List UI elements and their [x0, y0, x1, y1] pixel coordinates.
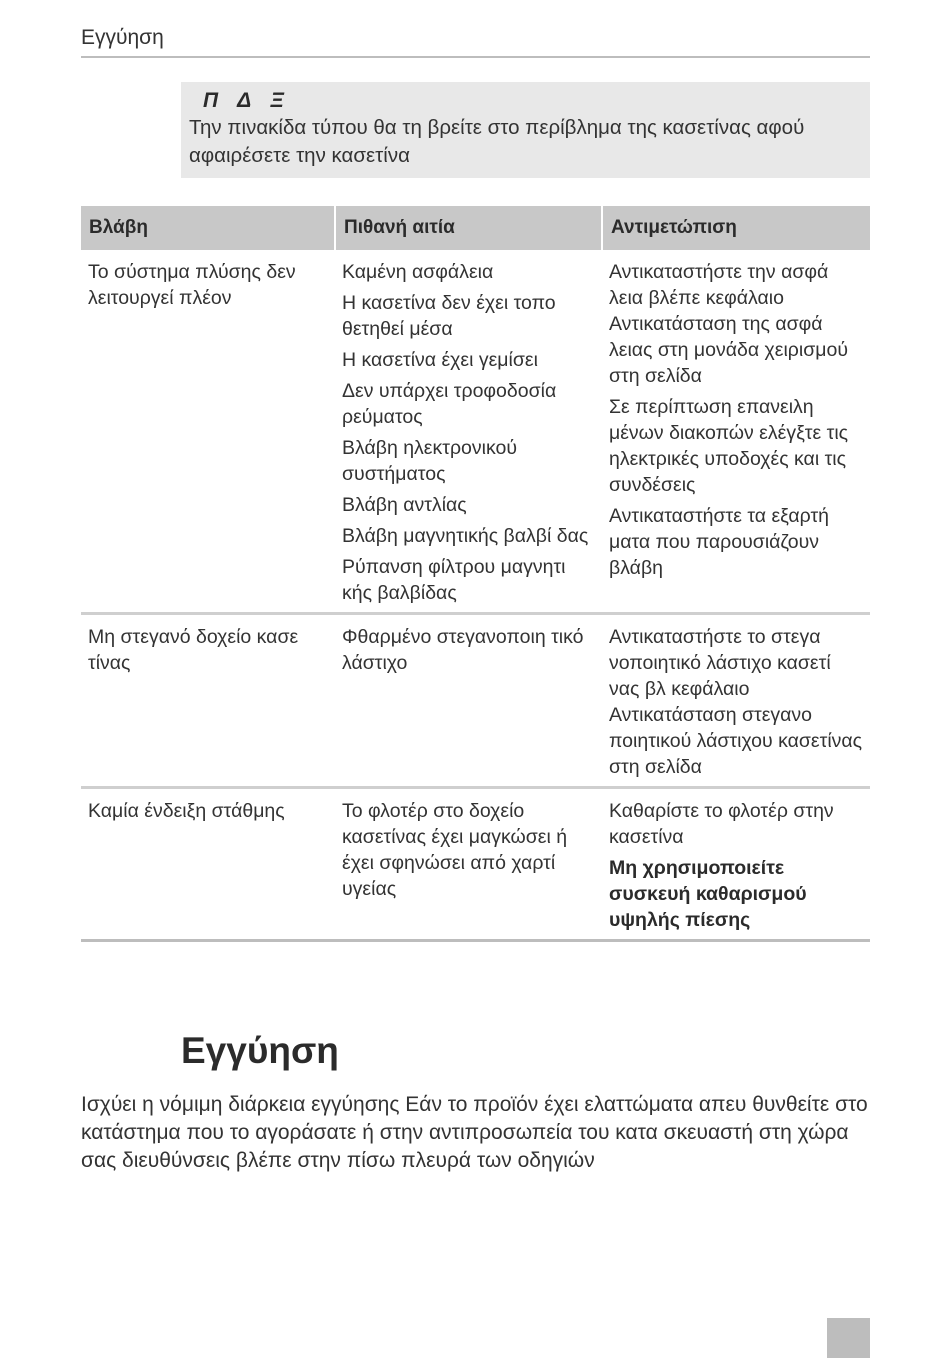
section-title: Εγγύηση	[181, 1030, 339, 1071]
column-header-cause: Πιθανή αιτία	[335, 206, 602, 250]
fault-text: Μη στεγανό δοχείο κασε τίνας	[88, 626, 299, 674]
cause-item: Ρύπανση φίλτρου μαγνητι κής βαλβίδας	[342, 556, 566, 604]
cause-item: Καμένη ασφάλεια	[342, 261, 494, 283]
note-box	[181, 82, 870, 178]
fault-text: Το σύστημα πλύσης δεν λειτουργεί πλέον	[88, 261, 296, 309]
page-number-box	[827, 1318, 870, 1358]
running-header: Εγγύηση	[81, 26, 164, 49]
fault-text: Καμία ένδειξη στάθμης	[88, 800, 285, 822]
column-header-remedy: Αντιμετώπιση	[602, 206, 870, 250]
cause-item: Φθαρμένο στεγανοποιη τικό λάστιχο	[342, 626, 584, 674]
remedy-item: Καθαρίστε το φλοτέρ στην κασετίνα	[609, 800, 834, 848]
warning-text: Μη χρησιμοποιείτε συσκευή καθαρισμού υψηλής πίεσης	[609, 857, 807, 931]
cause-item: Η κασετίνα έχει γεμίσει	[342, 349, 538, 371]
cause-cell	[335, 250, 602, 614]
fault-cell	[81, 788, 335, 941]
table-row	[81, 250, 870, 614]
warranty-paragraph: Ισχύει η νόμιμη διάρκεια εγγύησης Εάν το προϊόν έχει ελαττώματα απευ θυνθείτε στο κατάστημα που το αγοράσατε ή στην αντιπροσωπεία του κατα σκευαστή στη χώρα σας διευθύνσεις βλέπε στην πίσω πλευρά των οδηγιών	[81, 1093, 868, 1172]
remedy-item: Σε περίπτωση επανειλη μένων διακοπών ελέγξτε τις ηλεκτρικές υποδοχές και τις συνδέσεις	[609, 396, 849, 496]
remedy-cell	[602, 250, 870, 614]
cause-item: Βλάβη μαγνητικής βαλβί δας	[342, 525, 589, 547]
cause-item: Το φλοτέρ στο δοχείο κασετίνας έχει μαγκώσει ή έχει σφηνώσει από χαρτί υγείας	[342, 800, 568, 900]
table-row	[81, 614, 870, 788]
cause-cell	[335, 788, 602, 941]
cause-cell	[335, 614, 602, 788]
header-divider	[81, 56, 870, 58]
fault-cell	[81, 250, 335, 614]
remedy-item: Αντικαταστήστε τα εξαρτή ματα που παρουσιάζουν βλάβη	[609, 505, 830, 579]
column-header-fault: Βλάβη	[81, 206, 335, 250]
remedy-cell	[602, 614, 870, 788]
troubleshooting-table	[81, 206, 870, 942]
fault-cell	[81, 614, 335, 788]
remedy-item: Αντικαταστήστε το στεγα νοποιητικό λάστιχο κασετί νας βλ κεφάλαιο Αντικατάσταση στεγανο ποιητικού λάστιχου κασετίνας στη σελίδα	[609, 626, 863, 778]
cause-item: Βλάβη ηλεκτρονικού συστήματος	[342, 437, 517, 485]
table-row	[81, 788, 870, 941]
remedy-item: Αντικαταστήστε την ασφά λεια βλέπε κεφάλαιο Αντικατάσταση της ασφά λειας στη μονάδα χειρισμού στη σελίδα	[609, 261, 848, 387]
note-text: Την πινακίδα τύπου θα τη βρείτε στο περίβλημα της κασετίνας αφού αφαιρέσετε την κασετίνα	[189, 116, 805, 167]
cause-item: Η κασετίνα δεν έχει τοπο θετηθεί μέσα	[342, 292, 556, 340]
note-title: Π Δ Ξ	[203, 89, 287, 112]
table-header-row	[81, 206, 870, 250]
cause-item: Δεν υπάρχει τροφοδοσία ρεύματος	[342, 380, 557, 428]
cause-item: Βλάβη αντλίας	[342, 494, 467, 516]
remedy-cell	[602, 788, 870, 941]
